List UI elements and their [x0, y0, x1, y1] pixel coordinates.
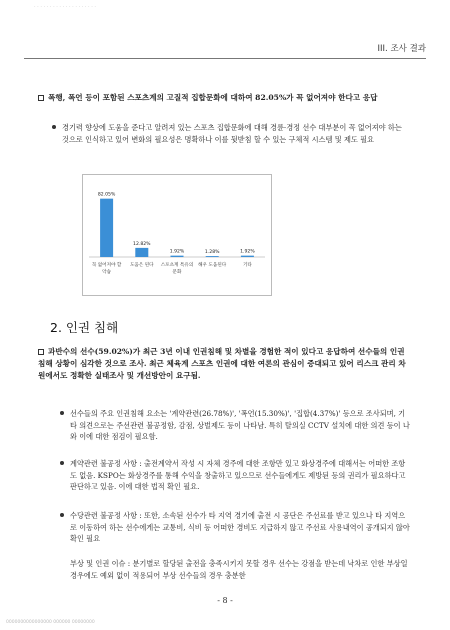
finding-1 — [38, 92, 410, 104]
finding-1-text: 폭행, 폭언 등이 포함된 스포츠계의 고질적 집합문화에 대하여 82.05%가 꼭 없어져야 한다고 응답 — [48, 93, 378, 102]
chart-bar — [206, 256, 219, 257]
chart-category-label: 해우 도움된다 — [198, 263, 227, 268]
bullet-item — [70, 458, 410, 493]
chart-value-label: 1.92% — [169, 249, 185, 255]
chart-value-label: 82.05% — [97, 192, 116, 198]
scan-top-bar: · · · · · · · · · · · · · · · · · · · · — [34, 4, 96, 10]
survey-chart — [82, 174, 272, 296]
bullet-dot-icon — [52, 125, 56, 129]
chart-bar — [135, 248, 148, 257]
section-title: 2. 인권 침해 — [50, 320, 119, 335]
bullet-item-text: 선수들의 주요 인권침해 요소는 '계약관련(26.78%)', '폭언(15.30%)', '집합(4.37%)' 등으로 조사되며, 기타 의견으로는 주선관련 불공정함, 감점, 상벌제도 등이 나타남. 특히 탈의실 CCTV 설치에 대한 의견 등이 나와 이에 대한 점검이 필요함. — [70, 409, 410, 442]
header-divider — [24, 58, 426, 59]
square-bullet-icon — [38, 95, 44, 101]
bullet-item-text: 수당관련 불공정 사항 : 또한, 소속된 선수가 타 지역 경기에 출전 시 공단은 주선료를 받고 있으나 타 지역으로 이동하여 하는 선수에게는 교통비, 식비 등 어떠한 경비도 지급하지 않고 주선료 사용내역이 공개되지 않아 확인 필요 — [70, 511, 410, 544]
finding-2-text: 과반수의 선수(59.02%)가 최근 3년 이내 인권침해 및 차별을 경험한 적이 있다고 응답하여 선수들의 인권침해 상황이 심각한 것으로 조사. 최근 체육계 스포츠 인권에 대한 여론의 관심이 증대되고 있어 리스크 관리 차원에서도 정확한 실태조사 및 개선방안이 요구됨. — [38, 347, 406, 380]
chart-category-label: 스포츠계 특유의 — [160, 263, 194, 268]
finding-1-bullet — [62, 122, 410, 145]
finding-2 — [38, 346, 410, 382]
chart-svg — [83, 175, 271, 295]
chart-value-label: 1.28% — [204, 250, 220, 256]
bullet-dot-icon — [60, 461, 64, 465]
chart-bar — [171, 256, 184, 257]
chart-category-label: 악습 — [102, 270, 112, 275]
finding-1-bullet-text: 경기력 향상에 도움을 준다고 알려져 있는 스포츠 집합문화에 대해 경륜·경정 선수 대부분이 꼭 없어져야 하는 것으로 인식하고 있어 변화의 필요성은 명확하나 이를 뒷받침 할 수 있는 구체적 시스템 및 제도 필요 — [62, 123, 402, 144]
chart-bar — [100, 199, 113, 257]
chart-category-label: 도움은 된다 — [129, 263, 154, 268]
chart-bar — [241, 256, 254, 257]
square-bullet-icon — [38, 349, 44, 355]
bullet-item — [70, 408, 410, 443]
bullet-dot-icon — [60, 411, 64, 415]
chart-category-label: 꼭 없어져야 할 — [91, 263, 122, 268]
bullet-item — [70, 558, 410, 588]
page-number: - 8 - — [217, 596, 233, 605]
chart-category-label: 문화 — [172, 270, 182, 275]
chart-value-label: 1.92% — [240, 249, 255, 255]
bullet-item — [70, 510, 410, 545]
scan-footer: 0000000000000000 000000 00000000 — [6, 620, 95, 625]
page-header-title: III. 조사 결과 — [377, 44, 426, 54]
bullet-item-text: 부상 및 인권 이슈 : 분기별로 할당된 출전을 충족시키지 못할 경우 선수는 강점을 받는데 낙차로 인한 부상일 경우에도 예외 없이 적용되어 부상 선수들의 경우 충분한 — [70, 559, 408, 580]
chart-category-label: 기타 — [242, 263, 252, 268]
bullet-item-text: 계약관련 불공정 사항 : 출전계약서 작성 시 자체 경주에 대한 조항만 있고 화상경주에 대해서는 어떠한 조항도 없음. KSPO는 화상경주를 통해 수익을 창출하고 있으므로 선수들에게도 제방된 등의 권리가 필요하다고 판단하고 있음. 이에 대한 법적 확인 필요. — [70, 459, 406, 492]
bullet-dot-icon — [60, 513, 64, 517]
chart-value-label: 12.82% — [133, 241, 151, 247]
